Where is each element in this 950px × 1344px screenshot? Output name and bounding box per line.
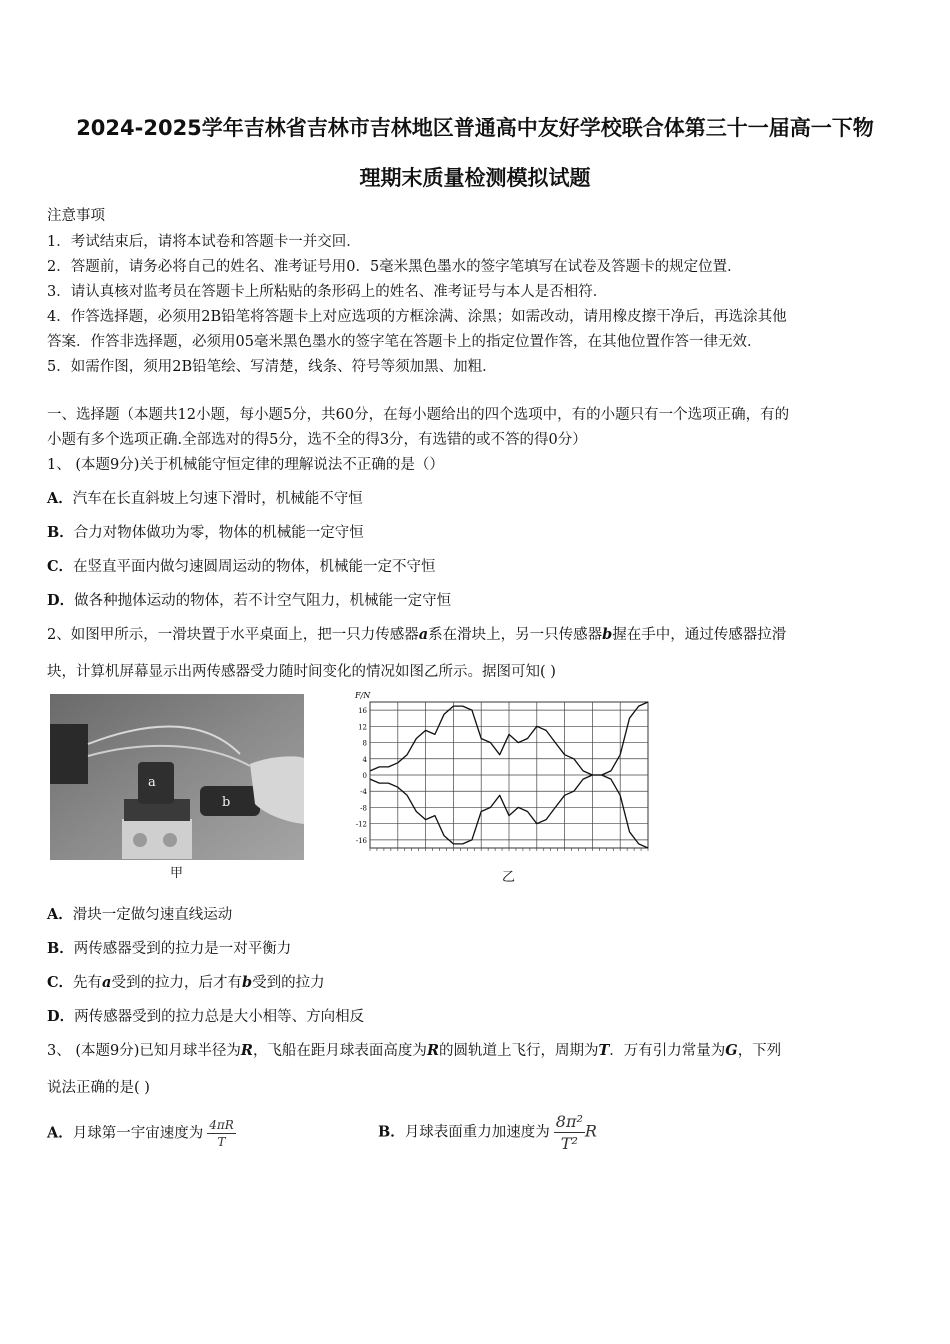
sensor-b-label: b — [222, 795, 231, 810]
formula-fraction — [207, 1118, 236, 1149]
y-tick-label: 0 — [362, 772, 367, 780]
option-label: C． — [47, 974, 74, 991]
q1-stem: 1、 (本题9分)关于机械能守恒定律的理解说法不正确的是（） — [47, 457, 444, 473]
option-label: C． — [47, 558, 74, 575]
figure-right-caption: 乙 — [502, 870, 516, 885]
var-a: a — [102, 974, 112, 991]
option-text: 做各种抛体运动的物体，若不计空气阻力，机械能一定守恒 — [74, 593, 452, 609]
q2-option-b — [47, 937, 912, 958]
option-label: B． — [378, 1123, 405, 1141]
var-r: R — [426, 1042, 439, 1059]
q3-option-b — [378, 1112, 778, 1153]
y-tick-label: -12 — [355, 820, 367, 829]
option-label: B． — [47, 940, 74, 957]
q2-stem-text: 握在手中，通过传感器拉滑 — [612, 627, 787, 643]
fraction-numerator: 8π² — [555, 1112, 583, 1131]
q2-stem-text: 系在滑块上，另一只传感器 — [428, 627, 603, 643]
option-label: B． — [47, 524, 74, 541]
computer-box — [50, 724, 88, 784]
y-tick-label: 8 — [362, 739, 367, 748]
q2-option-a — [47, 903, 912, 924]
option-label: A． — [47, 1124, 73, 1142]
chart-ticks — [356, 707, 648, 851]
fraction-denominator: T — [217, 1135, 226, 1149]
q1-option-d — [47, 589, 912, 610]
y-tick-label: 16 — [358, 707, 367, 716]
y-tick-label: -8 — [360, 804, 367, 813]
option-text: 先有 — [73, 975, 103, 991]
option-text: 月球第一宇宙速度为 — [72, 1125, 204, 1142]
var-b: b — [602, 626, 613, 643]
q3-stem-text: 的圆轨道上飞行，周期为 — [439, 1043, 599, 1059]
fraction-numerator: 4πR — [209, 1118, 234, 1132]
force-time-chart — [340, 688, 652, 866]
figure-left-caption: 甲 — [170, 866, 184, 881]
option-text: 在竖直平面内做匀速圆周运动的物体，机械能一定不守恒 — [73, 559, 436, 575]
y-tick-label: -4 — [360, 788, 367, 797]
y-axis-label: F/N — [355, 691, 371, 700]
fraction-denominator: T² — [560, 1134, 578, 1153]
q2-stem-text: 2、如图甲所示，一滑块置于水平桌面上，把一只力传感器 — [47, 627, 419, 643]
block-base — [122, 819, 192, 859]
notice-item-3: 3．请认真核对监考员在答题卡上所粘贴的条形码上的姓名、准考证号与本人是否相符． — [47, 284, 608, 300]
notice-item-4: 4．作答选择题，必须用2B铅笔将答题卡上对应选项的方框涂满、涂黑；如需改动，请用橡皮擦干净后，再选涂其他 — [47, 309, 787, 325]
option-label: D． — [47, 592, 75, 609]
chart-grid — [370, 702, 648, 848]
var-g: G — [725, 1042, 738, 1059]
q2-option-d — [47, 1005, 912, 1026]
formula-tail: R — [584, 1121, 597, 1141]
option-text: 滑块一定做匀速直线运动 — [72, 907, 233, 923]
q3-stem-text: ，下列 — [737, 1043, 782, 1059]
exam-title-line2: 理期末质量检测模拟试题 — [359, 166, 591, 190]
option-label: A． — [47, 490, 73, 507]
sensor-photo — [50, 694, 304, 860]
q2-stem-line2: 块，计算机屏幕显示出两传感器受力随时间变化的情况如图乙所示。据图可知( ) — [47, 664, 556, 680]
sensor-a-label: a — [148, 775, 156, 790]
y-tick-label: 12 — [358, 723, 367, 732]
option-text: 两传感器受到的拉力总是大小相等、方向相反 — [74, 1009, 365, 1025]
notice-heading: 注意事项 — [47, 208, 105, 224]
var-b: b — [241, 974, 253, 991]
notice-item-2: 2．答题前，请务必将自己的姓名、准考证号用0．5毫米黑色墨水的签字笔填写在试卷及答题卡的规定位置． — [47, 259, 742, 275]
y-tick-label: -16 — [355, 836, 367, 845]
q2-option-c — [47, 971, 912, 992]
formula-fraction — [554, 1112, 585, 1153]
q1-option-b — [47, 521, 912, 542]
q3-stem-text: ，飞船在距月球表面高度为 — [252, 1043, 427, 1059]
option-label: D． — [47, 1008, 75, 1025]
option-text: 合力对物体做功为零，物体的机械能一定守恒 — [73, 525, 364, 541]
option-text: 受到的拉力，后才有 — [111, 975, 242, 991]
q3-stem-line1 — [47, 1039, 912, 1060]
sensor-a — [138, 762, 174, 804]
q2-stem-line1 — [47, 623, 912, 644]
exam-title-line1: 2024-2025学年吉林省吉林市吉林地区普通高中友好学校联合体第三十一届高一下物 — [76, 116, 874, 140]
var-r: R — [240, 1042, 253, 1059]
option-text: 两传感器受到的拉力是一对平衡力 — [73, 941, 292, 957]
option-text: 受到的拉力 — [252, 975, 325, 991]
q3-option-a — [47, 1118, 377, 1149]
y-tick-label: 4 — [362, 755, 367, 764]
var-a: a — [418, 626, 429, 643]
q3-stem-line2: 说法正确的是( ) — [47, 1080, 150, 1096]
notice-item-4-cont: 答案．作答非选择题，必须用05毫米黑色墨水的签字笔在答题卡上的指定位置作答，在其他位置作答一律无效． — [47, 334, 762, 350]
q3-stem-text: 3、 (本题9分)已知月球半径为 — [47, 1043, 241, 1059]
section-intro-line2: 小题有多个选项正确.全部选对的得5分，选不全的得3分，有选错的或不答的得0分） — [47, 432, 587, 448]
var-t: T — [598, 1042, 610, 1059]
option-text: 月球表面重力加速度为 — [404, 1124, 550, 1141]
notice-item-5: 5．如需作图，须用2B铅笔绘、写清楚，线条、符号等须加黑、加粗． — [47, 359, 497, 375]
q1-option-c — [47, 555, 912, 576]
section-intro-line1: 一、选择题（本题共12小题，每小题5分，共60分，在每小题给出的四个选项中，有的小题只有一个选项正确，有的 — [47, 407, 790, 423]
option-text: 汽车在长直斜坡上匀速下滑时，机械能不守恒 — [72, 491, 363, 507]
option-label: A． — [47, 906, 73, 923]
q1-option-a — [47, 487, 912, 508]
q3-stem-text: ．万有引力常量为 — [609, 1043, 726, 1059]
notice-item-1: 1．考试结束后，请将本试卷和答题卡一并交回． — [47, 234, 361, 250]
